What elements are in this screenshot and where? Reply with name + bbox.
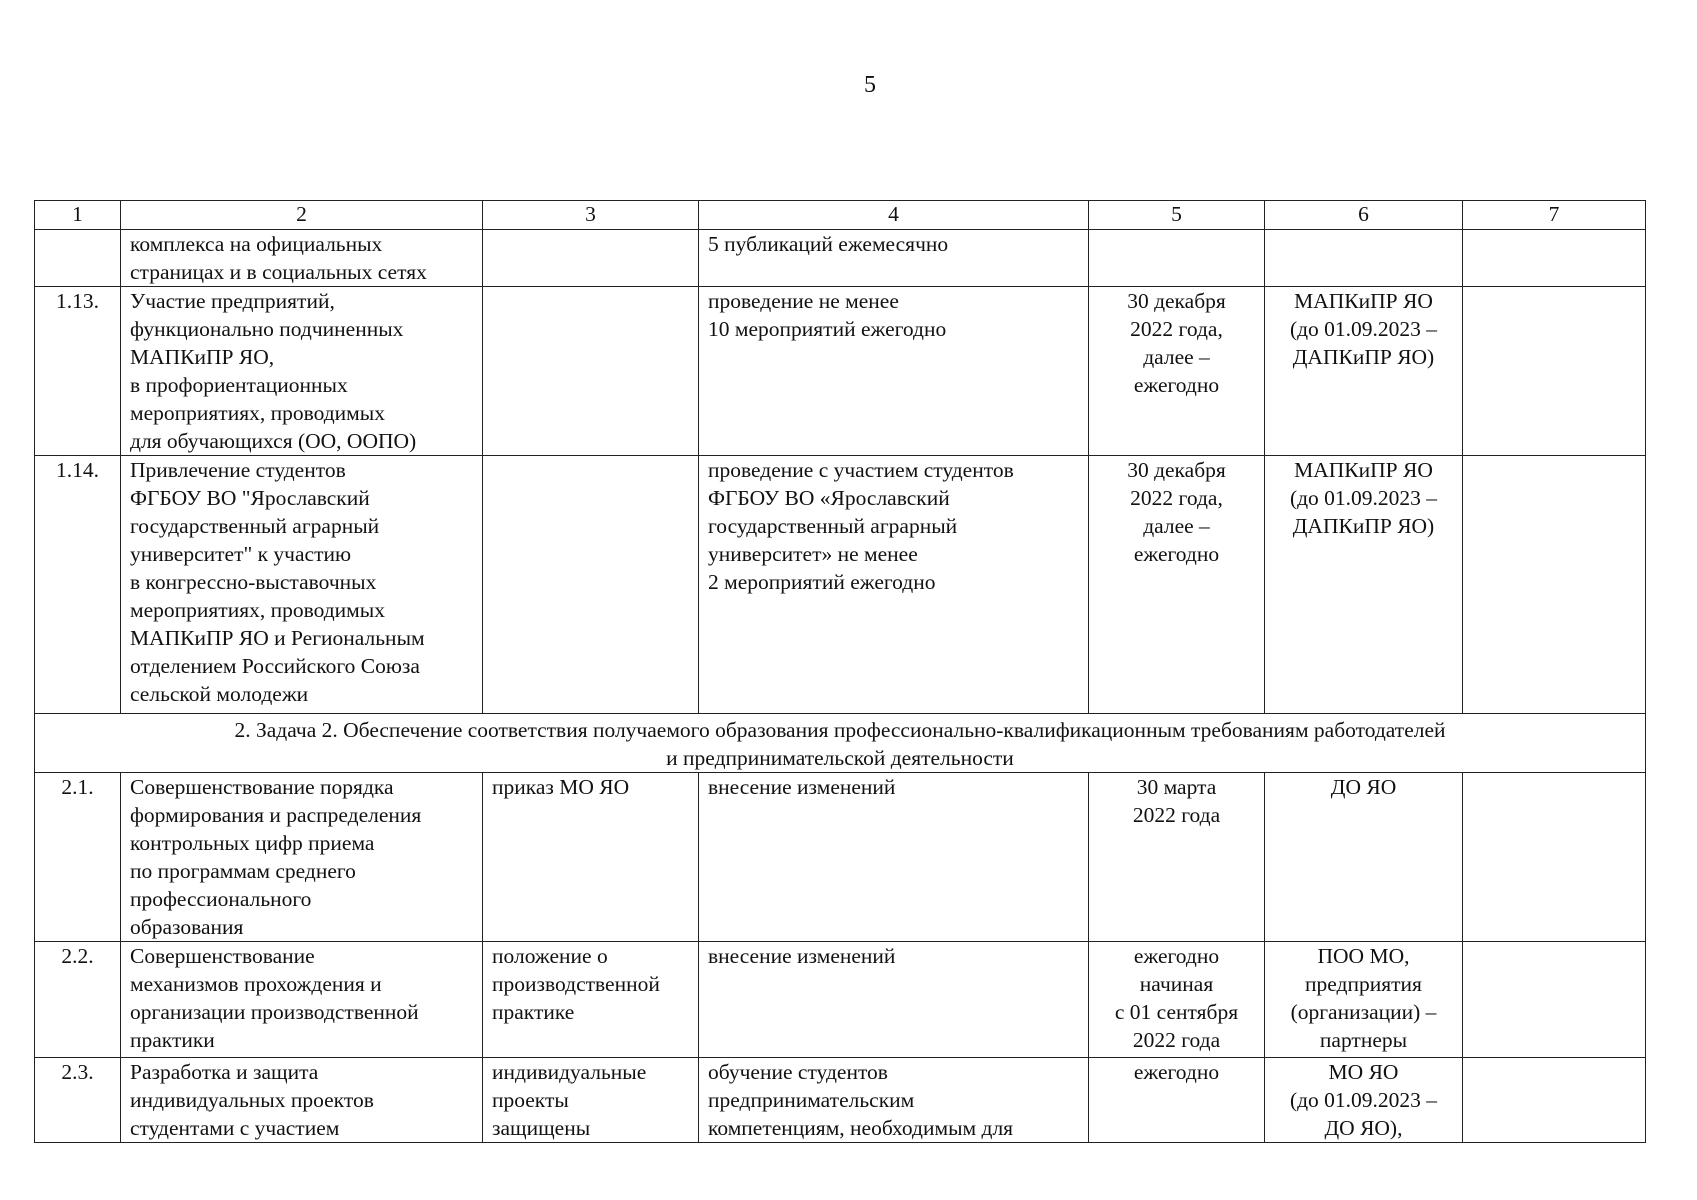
- event-cell: Совершенствование порядка формирования и распределения контрольных цифр приема по программам среднего профессионального образования: [121, 773, 483, 942]
- deadline-cell: 30 декабря 2022 года, далее – ежегодно: [1089, 456, 1265, 714]
- table-header-row: [35, 201, 1646, 230]
- result-cell: проведение не менее 10 мероприятий ежегодно: [699, 287, 1089, 456]
- table-row: [35, 230, 1646, 287]
- table-row: [35, 1058, 1646, 1143]
- action-plan-table: [34, 200, 1646, 1143]
- event-cell: комплекса на официальных страницах и в социальных сетях: [121, 230, 483, 287]
- note-cell: [1463, 456, 1646, 714]
- responsible-cell: ДО ЯО: [1265, 773, 1463, 942]
- task-2-heading: 2. Задача 2. Обеспечение соответствия получаемого образования профессионально-квалификационным требованиям работодателей и предпринимательской деятельности: [35, 714, 1646, 773]
- item-number-cell: 2.3.: [35, 1058, 121, 1143]
- event-cell: Участие предприятий, функционально подчиненных МАПКиПР ЯО, в профориентационных мероприятиях, проводимых для обучающихся (ОО, ООПО): [121, 287, 483, 456]
- deadline-cell: 30 марта 2022 года: [1089, 773, 1265, 942]
- document-cell: положение о производственной практике: [483, 942, 699, 1058]
- result-cell: внесение изменений: [699, 773, 1089, 942]
- document-cell: [483, 456, 699, 714]
- result-cell: проведение с участием студентов ФГБОУ ВО «Ярославский государственный аграрный университет» не менее 2 мероприятий ежегодно: [699, 456, 1089, 714]
- note-cell: [1463, 942, 1646, 1058]
- column-number-cell: 2: [121, 201, 483, 230]
- note-cell: [1463, 230, 1646, 287]
- item-number-cell: 1.13.: [35, 287, 121, 456]
- table-row: [35, 773, 1646, 942]
- item-number-cell: [35, 230, 121, 287]
- document-cell: [483, 230, 699, 287]
- item-number-cell: 2.2.: [35, 942, 121, 1058]
- event-cell: Совершенствование механизмов прохождения и организации производственной практики: [121, 942, 483, 1058]
- page-number: 5: [864, 72, 876, 98]
- table-row: [35, 942, 1646, 1058]
- document-cell: индивидуальные проекты защищены: [483, 1058, 699, 1143]
- event-cell: Привлечение студентов ФГБОУ ВО "Ярославский государственный аграрный университет" к участию в конгрессно-выставочных мероприятиях, проводимых МАПКиПР ЯО и Региональным отделением Российского Союза сельской молодежи: [121, 456, 483, 714]
- document-cell: приказ МО ЯО: [483, 773, 699, 942]
- document-cell: [483, 287, 699, 456]
- result-cell: внесение изменений: [699, 942, 1089, 1058]
- column-number-cell: 4: [699, 201, 1089, 230]
- responsible-cell: ПОО МО, предприятия (организации) – партнеры: [1265, 942, 1463, 1058]
- responsible-cell: [1265, 230, 1463, 287]
- result-cell: обучение студентов предпринимательским компетенциям, необходимым для: [699, 1058, 1089, 1143]
- note-cell: [1463, 1058, 1646, 1143]
- responsible-cell: МО ЯО (до 01.09.2023 – ДО ЯО),: [1265, 1058, 1463, 1143]
- table-row: [35, 287, 1646, 456]
- item-number-cell: 1.14.: [35, 456, 121, 714]
- column-number-cell: 7: [1463, 201, 1646, 230]
- column-number-cell: 1: [35, 201, 121, 230]
- column-number-cell: 5: [1089, 201, 1265, 230]
- deadline-cell: [1089, 230, 1265, 287]
- deadline-cell: ежегодно начиная с 01 сентября 2022 года: [1089, 942, 1265, 1058]
- column-number-cell: 3: [483, 201, 699, 230]
- item-number-cell: 2.1.: [35, 773, 121, 942]
- column-number-cell: 6: [1265, 201, 1463, 230]
- note-cell: [1463, 773, 1646, 942]
- deadline-cell: 30 декабря 2022 года, далее – ежегодно: [1089, 287, 1265, 456]
- section-heading-row: [35, 714, 1646, 773]
- event-cell: Разработка и защита индивидуальных проектов студентами с участием: [121, 1058, 483, 1143]
- table-row: [35, 456, 1646, 714]
- deadline-cell: ежегодно: [1089, 1058, 1265, 1143]
- responsible-cell: МАПКиПР ЯО (до 01.09.2023 – ДАПКиПР ЯО): [1265, 287, 1463, 456]
- responsible-cell: МАПКиПР ЯО (до 01.09.2023 – ДАПКиПР ЯО): [1265, 456, 1463, 714]
- note-cell: [1463, 287, 1646, 456]
- result-cell: 5 публикаций ежемесячно: [699, 230, 1089, 287]
